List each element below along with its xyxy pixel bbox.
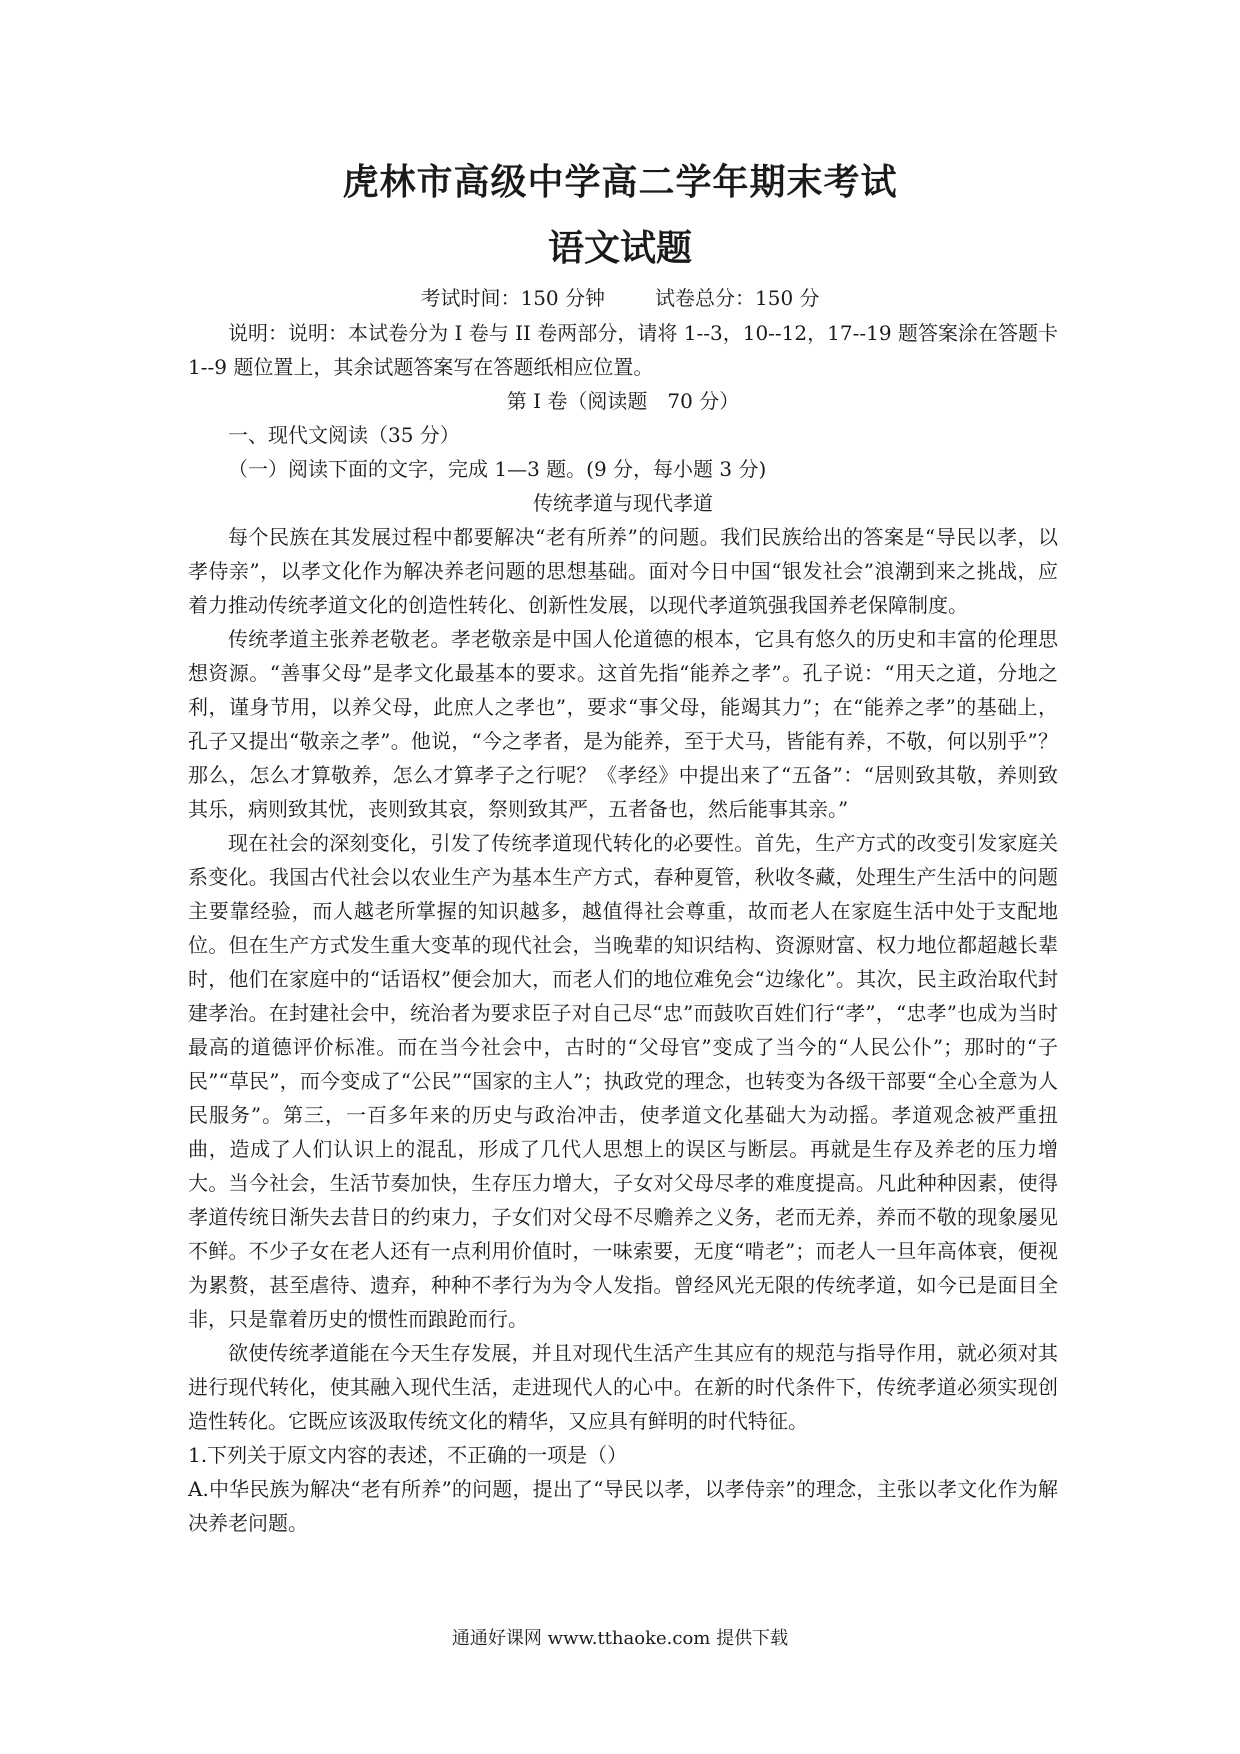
- exam-info: [0, 283, 1240, 313]
- article-title: 传统孝道与现代孝道: [533, 491, 713, 515]
- exam-time: 考试时间：150 分钟: [420, 286, 605, 310]
- exam-body: [188, 316, 1058, 1540]
- part-heading: 第 I 卷（阅读题 70 分）: [506, 389, 740, 413]
- subsection-heading: （一）阅读下面的文字，完成 1—3 题。(9 分，每小题 3 分): [228, 457, 767, 481]
- instructions: 说明：说明：本试卷分为 I 卷与 II 卷两部分，请将 1--3，10--12，17--19 题答案涂在答题卡 1--9 题位置上，其余试题答案写在答题纸相应位置。: [188, 321, 1058, 379]
- total-score: 试卷总分：150 分: [655, 286, 820, 310]
- page-footer: 通通好课网 www.tthaoke.com 提供下载: [451, 1628, 789, 1649]
- article-paragraph: 传统孝道主张养老敬老。孝老敬亲是中国人伦道德的根本，它具有悠久的历史和丰富的伦理思想资源。“善事父母”是孝文化最基本的要求。这首先指“能养之孝”。孔子说：“用天之道，分地之利，谨身节用，以养父母，此庶人之孝也”，要求“事父母，能竭其力”；在“能养之孝”的基础上，孔子又提出“敬亲之孝”。他说，“今之孝者，是为能养，至于犬马，皆能有养，不敬，何以别乎”？那么，怎么才算敬养，怎么才算孝子之行呢？《孝经》中提出来了“五备”：“居则致其敬，养则致其乐，病则致其忧，丧则致其哀，祭则致其严，五者备也，然后能事其亲。”: [188, 627, 1058, 821]
- article-paragraph: 每个民族在其发展过程中都要解决“老有所养”的问题。我们民族给出的答案是“导民以孝，以孝侍亲”，以孝文化作为解决养老问题的思想基础。面对今日中国“银发社会”浪潮到来之挑战，应着力推动传统孝道文化的创造性转化、创新性发展，以现代孝道筑强我国养老保障制度。: [188, 525, 1058, 617]
- exam-title: 虎林市高级中学高二学年期末考试: [342, 161, 898, 203]
- article-paragraph: 欲使传统孝道能在今天生存发展，并且对现代生活产生其应有的规范与指导作用，就必须对其进行现代转化，使其融入现代生活，走进现代人的心中。在新的时代条件下，传统孝道必须实现创造性转化。它既应该汲取传统文化的精华，又应具有鲜明的时代特征。: [188, 1341, 1058, 1433]
- exam-subtitle: 语文试题: [547, 227, 692, 269]
- question-1-option-a: A.中华民族为解决“老有所养”的问题，提出了“导民以孝，以孝侍亲”的理念，主张以孝文化作为解决养老问题。: [188, 1477, 1058, 1535]
- section-heading: 一、现代文阅读（35 分）: [228, 423, 460, 447]
- question-1-stem: 1.下列关于原文内容的表述，不正确的一项是（）: [188, 1443, 628, 1467]
- article-paragraph: 现在社会的深刻变化，引发了传统孝道现代转化的必要性。首先，生产方式的改变引发家庭关系变化。我国古代社会以农业生产为基本生产方式，春种夏管，秋收冬藏，处理生产生活中的问题主要靠经验，而人越老所掌握的知识越多，越值得社会尊重，故而老人在家庭生活中处于支配地位。但在生产方式发生重大变革的现代社会，当晚辈的知识结构、资源财富、权力地位都超越长辈时，他们在家庭中的“话语权”便会加大，而老人们的地位难免会“边缘化”。其次，民主政治取代封建孝治。在封建社会中，统治者为要求臣子对自己尽“忠”而鼓吹百姓们行“孝”，“忠孝”也成为当时最高的道德评价标准。而在当今社会中，古时的“父母官”变成了当今的“人民公仆”；那时的“子民”“草民”，而今变成了“公民”“国家的主人”；执政党的理念，也转变为各级干部要“全心全意为人民服务”。第三，一百多年来的历史与政治冲击，使孝道文化基础大为动摇。孝道观念被严重扭曲，造成了人们认识上的混乱，形成了几代人思想上的误区与断层。再就是生存及养老的压力增大。当今社会，生活节奏加快，生存压力增大，子女对父母尽孝的难度提高。凡此种种因素，使得孝道传统日渐失去昔日的约束力，子女们对父母不尽赡养之义务，老而无养，养而不敬的现象屡见不鲜。不少子女在老人还有一点利用价值时，一味索要，无度“啃老”；而老人一旦年高体衰，便视为累赘，甚至虐待、遗弃，种种不孝行为为令人发指。曾经风光无限的传统孝道，如今已是面目全非，只是靠着历史的惯性而踉跄而行。: [188, 831, 1058, 1331]
